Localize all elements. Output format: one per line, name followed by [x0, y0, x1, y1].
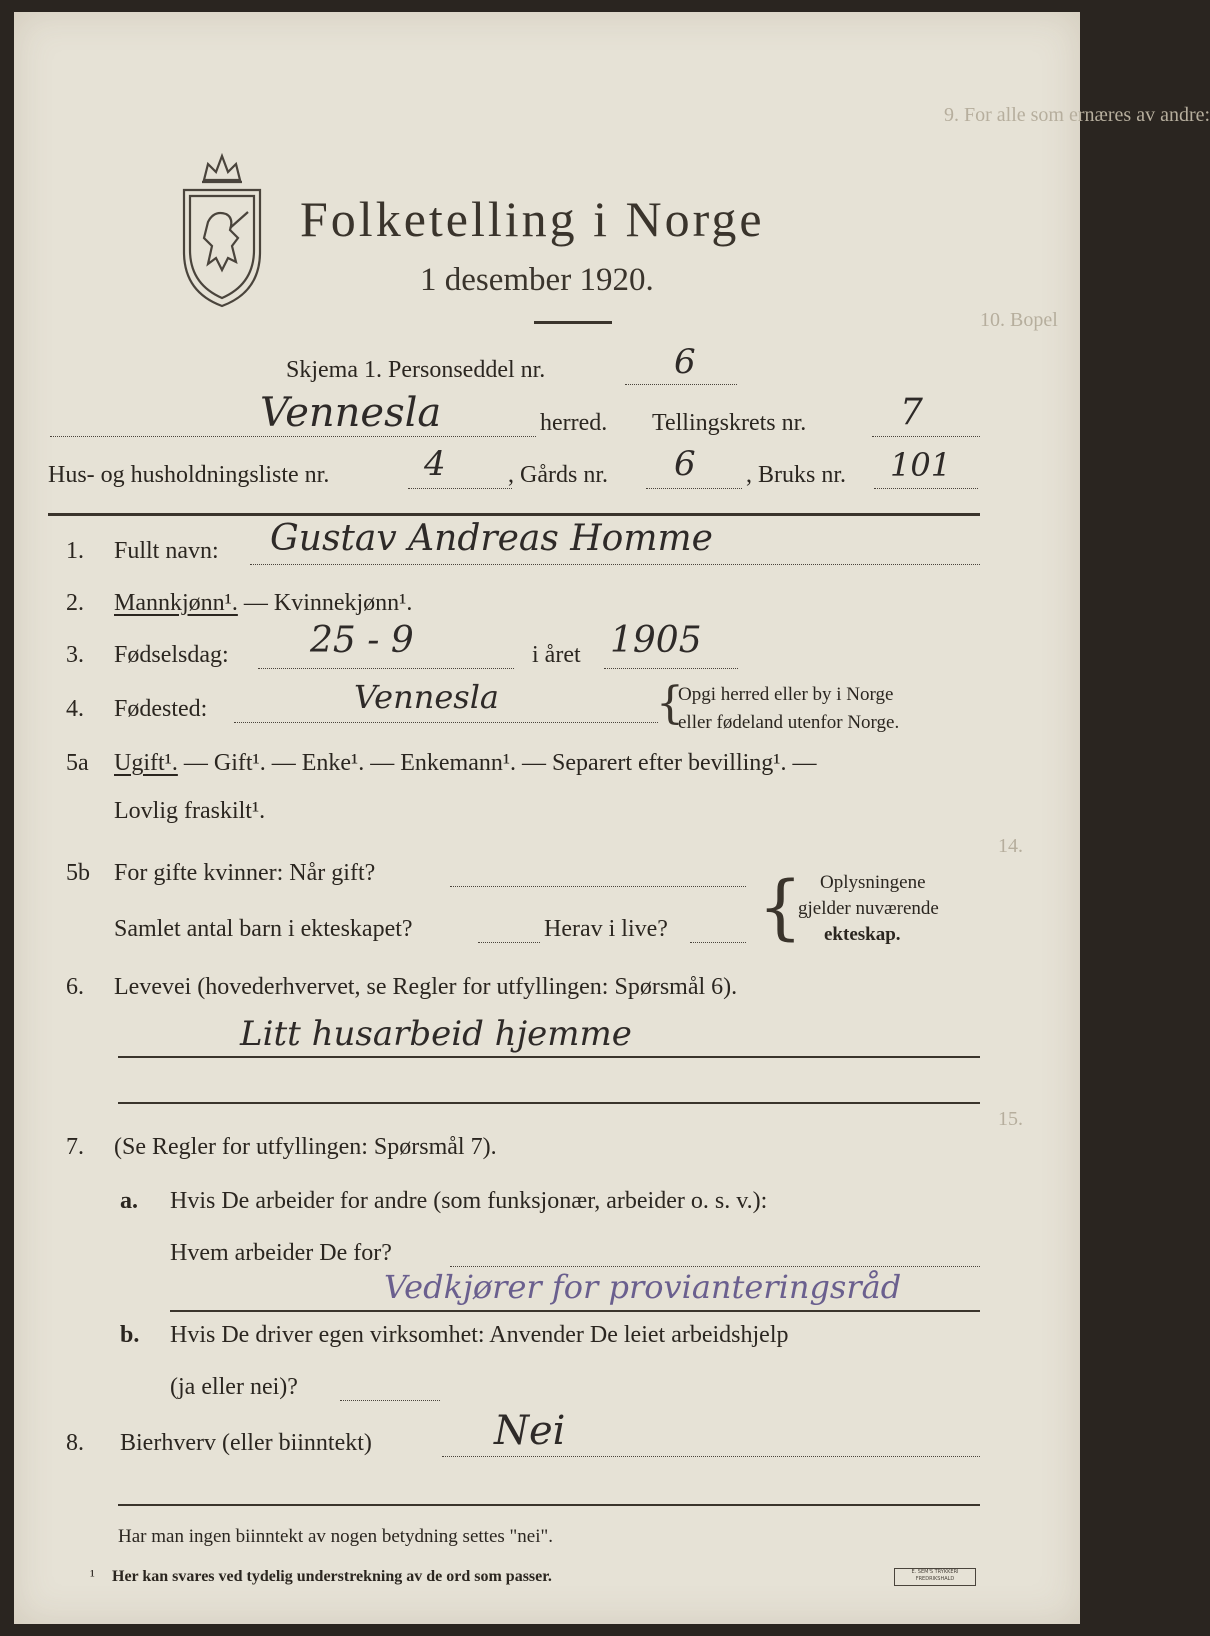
gender-male-selected: Mannkjønn¹.	[114, 590, 238, 616]
gender-separator: —	[237, 590, 274, 616]
q7a-label-line2: Hvem arbeider De for?	[170, 1240, 392, 1266]
answer-line	[118, 1102, 980, 1104]
dotted-line	[690, 942, 746, 943]
dotted-line	[646, 488, 742, 489]
answer-line	[118, 1056, 980, 1058]
q1-label: Fullt navn:	[114, 538, 219, 564]
full-name-value: Gustav Andreas Homme	[270, 518, 713, 559]
q3-number: 3.	[66, 642, 84, 668]
dotted-line	[450, 1266, 980, 1267]
dotted-line	[340, 1400, 440, 1401]
dotted-line	[50, 436, 536, 437]
dotted-line	[450, 886, 746, 887]
tellingskrets-nr-value: 7	[900, 392, 923, 433]
side-income-value: Nei	[494, 1408, 566, 1454]
bruks-label: , Bruks nr.	[746, 462, 847, 488]
husliste-label: Hus- og husholdningsliste nr.	[48, 462, 330, 488]
dotted-line	[872, 436, 980, 437]
q7-label: (Se Regler for utfyllingen: Spørsmål 7).	[114, 1134, 497, 1160]
birth-year-value: 1905	[610, 620, 702, 661]
q8-label: Bierhverv (eller biinntekt)	[120, 1430, 372, 1456]
q8-number: 8.	[66, 1430, 84, 1456]
census-date: 1 desember 1920.	[420, 262, 654, 298]
answer-line	[118, 1504, 980, 1506]
footer-note: Har man ingen biinntekt av nogen betydning settes "nei".	[118, 1526, 553, 1547]
q4-note-line1: Opgi herred eller by i Norge	[678, 684, 894, 705]
answer-line	[170, 1310, 980, 1312]
q5b-note-line1: Oplysningene	[820, 872, 926, 893]
q5b-married-label: For gifte kvinner: Når gift?	[114, 860, 376, 886]
occupation-value: Litt husarbeid hjemme	[240, 1014, 632, 1054]
q7-number: 7.	[66, 1134, 84, 1160]
q7b-label-line1: Hvis De driver egen virksomhet: Anvender De leiet arbeidshjelp	[170, 1322, 789, 1348]
dotted-line	[874, 488, 978, 489]
bleed-through-text: 15.	[998, 1108, 1023, 1130]
printer-stamp: E. SEM'S TRYKKERI FREDRIKSHALD	[894, 1568, 976, 1586]
marital-fraskilt: Lovlig fraskilt¹.	[114, 798, 266, 824]
header-divider	[48, 513, 980, 516]
birthplace-value: Vennesla	[354, 678, 499, 716]
q7a-label-line1: Hvis De arbeider for andre (som funksjonær, arbeider o. s. v.):	[170, 1188, 768, 1214]
footnote-mark: ¹	[90, 1568, 95, 1585]
marital-ugift-selected: Ugift¹.	[114, 750, 178, 776]
herred-label: herred.	[540, 410, 608, 436]
skjema-label: Skjema 1. Personseddel nr.	[286, 357, 546, 383]
gards-label: , Gårds nr.	[508, 462, 608, 488]
gards-nr-value: 6	[674, 444, 696, 484]
dotted-line	[408, 488, 512, 489]
employer-value: Vedkjører for provianteringsråd	[384, 1268, 902, 1306]
q4-label: Fødested:	[114, 696, 208, 722]
birthday-value: 25 - 9	[310, 620, 414, 661]
q5b-number: 5b	[66, 860, 90, 886]
dotted-line	[625, 384, 737, 385]
q6-number: 6.	[66, 974, 84, 1000]
q4-number: 4.	[66, 696, 84, 722]
gender-options	[114, 590, 412, 617]
q7b-label-line2: (ja eller nei)?	[170, 1374, 298, 1400]
coat-of-arms-icon	[174, 142, 270, 310]
tellingskrets-label: Tellingskrets nr.	[652, 410, 807, 436]
q2-number: 2.	[66, 590, 84, 616]
q5b-note-line2: gjelder nuværende	[798, 898, 939, 919]
herred-value: Vennesla	[260, 390, 442, 436]
form-title: Folketelling i Norge	[300, 191, 765, 247]
husliste-nr-value: 4	[424, 444, 446, 484]
marital-other-options: — Gift¹. — Enke¹. — Enkemann¹. — Separert efter bevilling¹. —	[177, 750, 817, 776]
dotted-line	[442, 1456, 980, 1457]
bruks-nr-value: 101	[890, 446, 952, 484]
q1-number: 1.	[66, 538, 84, 564]
q6-label: Levevei (hovederhvervet, se Regler for utfyllingen: Spørsmål 6).	[114, 974, 738, 1000]
bleed-through-text: 14.	[998, 835, 1023, 857]
bleed-through-text: 10. Bopel	[980, 309, 1058, 331]
brace-icon: {	[656, 678, 684, 729]
personseddel-nr-value: 6	[674, 342, 696, 382]
footnote-text: Her kan svares ved tydelig understrekning av de ord som passer.	[112, 1568, 552, 1585]
year-label: i året	[532, 642, 581, 668]
q7b-letter: b.	[120, 1322, 140, 1348]
census-form-sheet	[14, 12, 1210, 1624]
dotted-line	[604, 668, 738, 669]
dotted-line	[258, 668, 514, 669]
q3-label: Fødselsdag:	[114, 642, 229, 668]
q4-note-line2: eller fødeland utenfor Norge.	[678, 712, 900, 733]
gender-female: Kvinnekjønn¹.	[273, 590, 413, 616]
q5b-alive-label: Herav i live?	[544, 916, 668, 942]
dotted-line	[234, 722, 658, 723]
title-divider	[534, 321, 612, 324]
dotted-line	[478, 942, 540, 943]
q5b-children-label: Samlet antal barn i ekteskapet?	[114, 916, 413, 942]
bleed-through-text: 9. For alle som ernæres av andre:	[944, 104, 1210, 126]
brace-icon: {	[758, 866, 803, 948]
q5a-number: 5a	[66, 750, 89, 776]
dotted-line	[250, 564, 980, 565]
marital-status-options	[114, 750, 816, 777]
q7a-letter: a.	[120, 1188, 138, 1214]
q5b-note-line3: ekteskap.	[824, 924, 901, 945]
